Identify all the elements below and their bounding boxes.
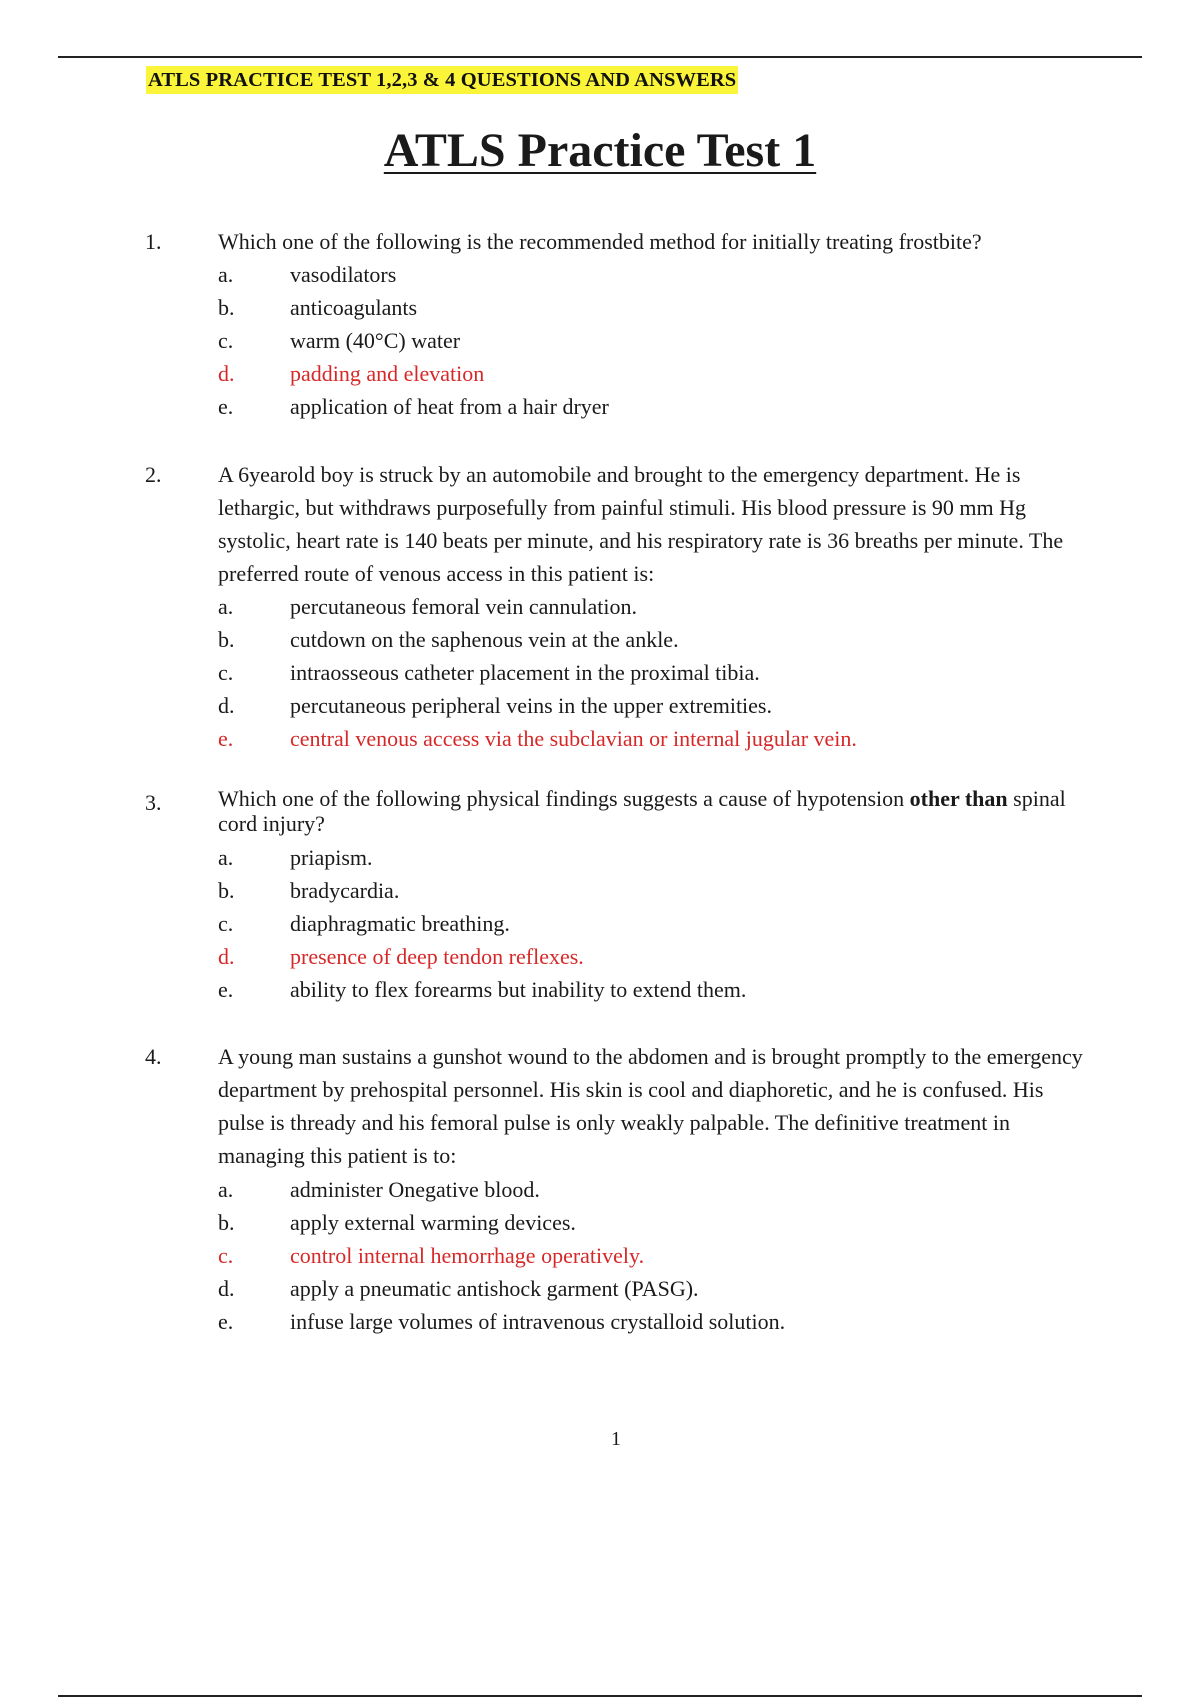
option-a [0,841,1200,874]
option-e [0,973,1200,1006]
option-text: infuse large volumes of intravenous crystalloid solution. [290,1309,786,1334]
option-letter: d. [218,944,235,969]
option-letter: b. [218,878,235,903]
option-letter: e. [218,394,234,419]
question-text: A young man sustains a gunshot wound to the abdomen and is brought promptly to the emergency department by prehospital personnel. His skin is cool and diaphoretic, and he is confused. His pulse is thready and his femoral pulse is only weakly palpable. The definitive treatment in managing this patient is to: [218,1044,1083,1168]
option-text: ability to flex forearms but inability to extend them. [290,977,747,1002]
question-text-part: spinal cord injury? [218,786,1066,836]
question-number: 1. [145,229,162,254]
option-text: percutaneous femoral vein cannulation. [290,594,637,619]
option-letter: a. [218,262,234,287]
option-text: percutaneous peripheral veins in the upper extremities. [290,693,772,718]
page-title-text: ATLS Practice Test 1 [383,124,817,177]
option-letter: c. [218,911,234,936]
option-text: apply a pneumatic antishock garment (PASG). [290,1276,699,1301]
option-a [0,258,1200,291]
option-letter: a. [218,845,234,870]
option-d [0,689,1200,722]
option-letter: a. [218,1177,234,1202]
question-text: A 6yearold boy is struck by an automobile and brought to the emergency department. He is lethargic, but withdraws purposefully from painful stimuli. His blood pressure is 90 mm Hg systolic, heart rate is 140 beats per minute, and his respiratory rate is 36 breaths per minute. The preferred route of venous access in this patient is: [218,462,1064,586]
options-3 [0,841,1200,1006]
question-number: 3. [145,790,162,815]
option-d [0,357,1200,390]
bottom-rule [58,1695,1142,1697]
option-letter: e. [218,726,234,751]
option-text: vasodilators [290,262,397,287]
option-text: presence of deep tendon reflexes. [290,944,584,969]
option-text: warm (40°C) water [290,328,461,353]
option-letter: c. [218,328,234,353]
question-number: 4. [145,1044,162,1069]
option-text: padding and elevation [290,361,485,386]
option-letter: e. [218,977,234,1002]
question-text [218,786,1088,836]
option-text: anticoagulants [290,295,418,320]
option-letter: b. [218,627,235,652]
option-c [0,656,1200,689]
option-e [0,390,1200,423]
option-letter: e. [218,1309,234,1334]
option-text: application of heat from a hair dryer [290,394,609,419]
option-letter: a. [218,594,234,619]
option-c [0,907,1200,940]
option-text: bradycardia. [290,878,400,903]
option-text: apply external warming devices. [290,1210,576,1235]
option-letter: b. [218,1210,235,1235]
option-letter: d. [218,361,235,386]
option-letter: c. [218,660,234,685]
option-e [0,722,1200,755]
option-d [0,1272,1200,1305]
option-letter: b. [218,295,235,320]
option-b [0,623,1200,656]
page-title [0,120,1200,182]
option-letter: c. [218,1243,234,1268]
option-text: cutdown on the saphenous vein at the ankle. [290,627,679,652]
options-2 [0,590,1200,755]
options-4 [0,1173,1200,1338]
option-text: administer Onegative blood. [290,1177,540,1202]
question-text-emphasis: other than [909,786,1008,811]
option-b [0,874,1200,907]
option-a [0,590,1200,623]
option-c [0,324,1200,357]
option-text: diaphragmatic breathing. [290,911,510,936]
question-text: Which one of the following is the recommended method for initially treating frostbite? [218,229,982,254]
header-banner: ATLS PRACTICE TEST 1,2,3 & 4 QUESTIONS AND ANSWERS [146,66,738,94]
option-text: central venous access via the subclavian or internal jugular vein. [290,726,857,751]
option-b [0,1206,1200,1239]
option-a [0,1173,1200,1206]
top-rule [58,56,1142,58]
option-text: priapism. [290,845,373,870]
page-number: 1 [611,1428,621,1450]
question-number: 2. [145,462,162,487]
option-c [0,1239,1200,1272]
option-letter: d. [218,693,235,718]
option-b [0,291,1200,324]
option-letter: d. [218,1276,235,1301]
option-text: intraosseous catheter placement in the proximal tibia. [290,660,760,685]
question-text-part: Which one of the following physical findings suggests a cause of hypotension [218,786,910,811]
option-e [0,1305,1200,1338]
option-text: control internal hemorrhage operatively. [290,1243,645,1268]
options-1 [0,258,1200,423]
option-d [0,940,1200,973]
